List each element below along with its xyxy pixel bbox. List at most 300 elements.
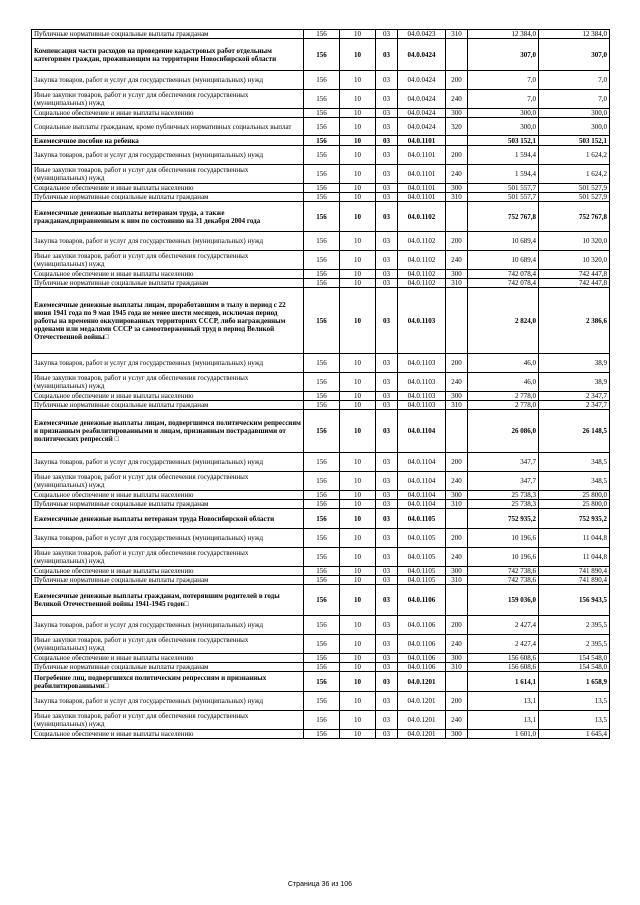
row-target-article-cell: 04.0.1103: [398, 354, 446, 373]
row-name-cell: Социальное обеспечение и иные выплаты населению: [32, 392, 304, 401]
row-target-article-cell: 04.0.1103: [398, 401, 446, 410]
row-section-cell: 10: [340, 146, 376, 165]
row-section-cell: 10: [340, 401, 376, 410]
row-section-cell: 10: [340, 202, 376, 232]
row-subsection-cell: 03: [376, 585, 398, 616]
row-subsection-cell: 03: [376, 672, 398, 692]
row-section-cell: 10: [340, 30, 376, 39]
row-amount-2-cell: 7,0: [539, 71, 610, 90]
row-name-cell: Иные закупки товаров, работ и услуг для обеспечения государственных (муниципальных) нужд: [32, 635, 304, 654]
row-grbs-cell: 156: [304, 672, 340, 692]
row-amount-2-cell: 11 044,8: [539, 529, 610, 548]
row-expense-type-cell: 300: [446, 270, 468, 279]
row-target-article-cell: 04.0.0424: [398, 109, 446, 118]
row-amount-1-cell: 1 594,4: [468, 146, 539, 165]
row-expense-type-cell: 310: [446, 576, 468, 585]
row-grbs-cell: 156: [304, 354, 340, 373]
row-subsection-cell: 03: [376, 288, 398, 354]
row-grbs-cell: 156: [304, 500, 340, 509]
row-subsection-cell: 03: [376, 635, 398, 654]
row-amount-1-cell: 159 036,0: [468, 585, 539, 616]
row-name-cell: Иные закупки товаров, работ и услуг для обеспечения государственных (муниципальных) нужд: [32, 251, 304, 270]
row-target-article-cell: 04.0.1103: [398, 288, 446, 354]
row-expense-type-cell: [446, 288, 468, 354]
table-row: [32, 288, 610, 354]
row-expense-type-cell: 240: [446, 711, 468, 730]
row-target-article-cell: 04.0.0423: [398, 30, 446, 39]
row-section-cell: 10: [340, 354, 376, 373]
row-target-article-cell: 04.0.1106: [398, 635, 446, 654]
row-expense-type-cell: 300: [446, 654, 468, 663]
row-amount-1-cell: 13,1: [468, 692, 539, 711]
row-expense-type-cell: 200: [446, 529, 468, 548]
row-section-cell: 10: [340, 730, 376, 739]
row-name-cell: Социальное обеспечение и иные выплаты населению: [32, 491, 304, 500]
row-section-cell: 10: [340, 500, 376, 509]
row-target-article-cell: 04.0.1101: [398, 193, 446, 202]
row-name-cell: Иные закупки товаров, работ и услуг для обеспечения государственных (муниципальных) нужд: [32, 472, 304, 491]
row-subsection-cell: 03: [376, 71, 398, 90]
row-name-cell: Социальное обеспечение и иные выплаты населению: [32, 109, 304, 118]
row-name-cell: Иные закупки товаров, работ и услуг для обеспечения государственных (муниципальных) нужд: [32, 548, 304, 567]
row-subsection-cell: 03: [376, 500, 398, 509]
row-subsection-cell: 03: [376, 202, 398, 232]
row-section-cell: 10: [340, 90, 376, 109]
row-grbs-cell: 156: [304, 576, 340, 585]
row-grbs-cell: 156: [304, 567, 340, 576]
row-expense-type-cell: [446, 410, 468, 453]
row-section-cell: 10: [340, 453, 376, 472]
table-row: [32, 654, 610, 663]
row-amount-1-cell: 7,0: [468, 90, 539, 109]
row-section-cell: 10: [340, 711, 376, 730]
row-target-article-cell: 04.0.1101: [398, 146, 446, 165]
table-row: [32, 529, 610, 548]
row-name-cell: Закупка товаров, работ и услуг для государственных (муниципальных) нужд: [32, 71, 304, 90]
table-row: [32, 136, 610, 146]
row-grbs-cell: 156: [304, 39, 340, 71]
row-amount-1-cell: 307,0: [468, 39, 539, 71]
row-grbs-cell: 156: [304, 401, 340, 410]
table-row: [32, 165, 610, 184]
row-subsection-cell: 03: [376, 136, 398, 146]
row-amount-2-cell: 12 384,0: [539, 30, 610, 39]
row-grbs-cell: 156: [304, 585, 340, 616]
row-expense-type-cell: 240: [446, 251, 468, 270]
row-amount-1-cell: 501 557,7: [468, 193, 539, 202]
row-expense-type-cell: [446, 509, 468, 529]
row-amount-2-cell: 156 943,5: [539, 585, 610, 616]
row-amount-1-cell: 300,0: [468, 118, 539, 136]
row-amount-2-cell: 503 152,1: [539, 136, 610, 146]
table-row: [32, 401, 610, 410]
row-amount-1-cell: 26 086,0: [468, 410, 539, 453]
row-amount-1-cell: 742 078,4: [468, 270, 539, 279]
row-amount-2-cell: 25 800,0: [539, 491, 610, 500]
row-target-article-cell: 04.0.1104: [398, 500, 446, 509]
row-expense-type-cell: 310: [446, 193, 468, 202]
row-amount-1-cell: 10 196,6: [468, 548, 539, 567]
row-target-article-cell: 04.0.1102: [398, 202, 446, 232]
row-expense-type-cell: 200: [446, 232, 468, 251]
row-subsection-cell: 03: [376, 165, 398, 184]
row-section-cell: 10: [340, 279, 376, 288]
row-subsection-cell: 03: [376, 576, 398, 585]
table-row: [32, 30, 610, 39]
table-row: [32, 184, 610, 193]
row-amount-2-cell: 13,5: [539, 692, 610, 711]
row-subsection-cell: 03: [376, 392, 398, 401]
row-amount-2-cell: 2 347,7: [539, 401, 610, 410]
row-target-article-cell: 04.0.1106: [398, 654, 446, 663]
row-amount-1-cell: 10 196,6: [468, 529, 539, 548]
row-subsection-cell: 03: [376, 654, 398, 663]
table-row: [32, 692, 610, 711]
row-target-article-cell: 04.0.1105: [398, 567, 446, 576]
row-expense-type-cell: 300: [446, 392, 468, 401]
row-amount-2-cell: 1 624,2: [539, 146, 610, 165]
row-amount-2-cell: 2 386,6: [539, 288, 610, 354]
row-target-article-cell: 04.0.1201: [398, 672, 446, 692]
row-amount-2-cell: 26 148,5: [539, 410, 610, 453]
row-section-cell: 10: [340, 585, 376, 616]
row-name-cell: Погребение лиц, подвергшихся политическим репрессиям и признанных реабилитированными□: [32, 672, 304, 692]
row-target-article-cell: 04.0.1103: [398, 392, 446, 401]
row-amount-1-cell: 2 778,0: [468, 392, 539, 401]
row-expense-type-cell: 300: [446, 567, 468, 576]
row-subsection-cell: 03: [376, 90, 398, 109]
table-body: [32, 30, 610, 739]
row-section-cell: 10: [340, 509, 376, 529]
table-row: [32, 270, 610, 279]
row-amount-2-cell: 154 548,0: [539, 654, 610, 663]
row-grbs-cell: 156: [304, 491, 340, 500]
table-row: [32, 616, 610, 635]
row-target-article-cell: 04.0.0424: [398, 90, 446, 109]
table-row: [32, 635, 610, 654]
row-subsection-cell: 03: [376, 30, 398, 39]
row-grbs-cell: 156: [304, 136, 340, 146]
row-amount-1-cell: 347,7: [468, 472, 539, 491]
row-subsection-cell: 03: [376, 279, 398, 288]
row-grbs-cell: 156: [304, 184, 340, 193]
row-subsection-cell: 03: [376, 509, 398, 529]
row-target-article-cell: 04.0.1102: [398, 232, 446, 251]
row-name-cell: Иные закупки товаров, работ и услуг для обеспечения государственных (муниципальных) нужд: [32, 711, 304, 730]
row-amount-2-cell: 300,0: [539, 118, 610, 136]
row-name-cell: Закупка товаров, работ и услуг для государственных (муниципальных) нужд: [32, 616, 304, 635]
row-subsection-cell: 03: [376, 491, 398, 500]
row-subsection-cell: 03: [376, 453, 398, 472]
row-grbs-cell: 156: [304, 472, 340, 491]
row-expense-type-cell: 240: [446, 472, 468, 491]
row-name-cell: Ежемесячные денежные выплаты ветеранам труда, а также гражданам,приравненным к ним по состоянию на 31 декабря 2004 года: [32, 202, 304, 232]
row-section-cell: 10: [340, 548, 376, 567]
row-amount-2-cell: 13,5: [539, 711, 610, 730]
row-expense-type-cell: 200: [446, 354, 468, 373]
table-row: [32, 567, 610, 576]
row-name-cell: Публичные нормативные социальные выплаты гражданам: [32, 576, 304, 585]
row-subsection-cell: 03: [376, 711, 398, 730]
row-amount-1-cell: 10 689,4: [468, 232, 539, 251]
row-subsection-cell: 03: [376, 270, 398, 279]
row-subsection-cell: 03: [376, 548, 398, 567]
row-section-cell: 10: [340, 491, 376, 500]
table-row: [32, 491, 610, 500]
table-row: [32, 232, 610, 251]
row-subsection-cell: 03: [376, 616, 398, 635]
row-grbs-cell: 156: [304, 453, 340, 472]
row-expense-type-cell: 200: [446, 692, 468, 711]
row-target-article-cell: 04.0.1104: [398, 472, 446, 491]
row-name-cell: Социальное обеспечение и иные выплаты населению: [32, 654, 304, 663]
row-name-cell: Ежемесячные денежные выплаты ветеранам труда Новосибирской области: [32, 509, 304, 529]
row-section-cell: 10: [340, 392, 376, 401]
row-grbs-cell: 156: [304, 279, 340, 288]
row-expense-type-cell: 200: [446, 453, 468, 472]
row-name-cell: Закупка товаров, работ и услуг для государственных (муниципальных) нужд: [32, 453, 304, 472]
row-section-cell: 10: [340, 472, 376, 491]
table-row: [32, 585, 610, 616]
row-expense-type-cell: 310: [446, 663, 468, 672]
row-grbs-cell: 156: [304, 30, 340, 39]
row-amount-2-cell: 742 447,8: [539, 279, 610, 288]
row-subsection-cell: 03: [376, 472, 398, 491]
row-amount-1-cell: 347,7: [468, 453, 539, 472]
row-subsection-cell: 03: [376, 39, 398, 71]
table-row: [32, 146, 610, 165]
row-target-article-cell: 04.0.1101: [398, 136, 446, 146]
row-expense-type-cell: 310: [446, 500, 468, 509]
row-grbs-cell: 156: [304, 118, 340, 136]
row-amount-2-cell: 2 347,7: [539, 392, 610, 401]
row-name-cell: Социальное обеспечение и иные выплаты населению: [32, 567, 304, 576]
row-grbs-cell: 156: [304, 232, 340, 251]
row-expense-type-cell: 300: [446, 491, 468, 500]
row-expense-type-cell: 310: [446, 279, 468, 288]
row-grbs-cell: 156: [304, 509, 340, 529]
row-section-cell: 10: [340, 692, 376, 711]
table-row: [32, 354, 610, 373]
row-section-cell: 10: [340, 373, 376, 392]
row-amount-1-cell: 156 608,6: [468, 654, 539, 663]
row-target-article-cell: 04.0.1104: [398, 453, 446, 472]
row-section-cell: 10: [340, 165, 376, 184]
table-row: [32, 672, 610, 692]
row-target-article-cell: 04.0.1101: [398, 184, 446, 193]
row-name-cell: Публичные нормативные социальные выплаты гражданам: [32, 401, 304, 410]
row-subsection-cell: 03: [376, 232, 398, 251]
row-name-cell: Закупка товаров, работ и услуг для государственных (муниципальных) нужд: [32, 146, 304, 165]
row-target-article-cell: 04.0.1201: [398, 692, 446, 711]
row-amount-2-cell: 7,0: [539, 90, 610, 109]
row-section-cell: 10: [340, 654, 376, 663]
row-section-cell: 10: [340, 270, 376, 279]
row-target-article-cell: 04.0.0424: [398, 118, 446, 136]
row-target-article-cell: 04.0.1201: [398, 730, 446, 739]
row-grbs-cell: 156: [304, 548, 340, 567]
row-subsection-cell: 03: [376, 730, 398, 739]
row-name-cell: Закупка товаров, работ и услуг для государственных (муниципальных) нужд: [32, 232, 304, 251]
row-amount-1-cell: 752 935,2: [468, 509, 539, 529]
row-grbs-cell: 156: [304, 711, 340, 730]
row-amount-2-cell: 38,9: [539, 373, 610, 392]
table-row: [32, 730, 610, 739]
row-expense-type-cell: 300: [446, 730, 468, 739]
row-grbs-cell: 156: [304, 654, 340, 663]
table-row: [32, 453, 610, 472]
row-grbs-cell: 156: [304, 392, 340, 401]
row-amount-2-cell: 2 395,5: [539, 616, 610, 635]
row-grbs-cell: 156: [304, 193, 340, 202]
table-row: [32, 90, 610, 109]
row-expense-type-cell: [446, 136, 468, 146]
row-grbs-cell: 156: [304, 71, 340, 90]
row-name-cell: Публичные нормативные социальные выплаты гражданам: [32, 279, 304, 288]
row-section-cell: 10: [340, 251, 376, 270]
row-subsection-cell: 03: [376, 529, 398, 548]
row-target-article-cell: 04.0.1105: [398, 548, 446, 567]
row-target-article-cell: 04.0.1201: [398, 711, 446, 730]
row-target-article-cell: 04.0.1102: [398, 251, 446, 270]
row-amount-1-cell: 1 594,4: [468, 165, 539, 184]
row-name-cell: Иные закупки товаров, работ и услуг для обеспечения государственных (муниципальных) нужд: [32, 165, 304, 184]
row-amount-1-cell: 503 152,1: [468, 136, 539, 146]
row-section-cell: 10: [340, 39, 376, 71]
row-target-article-cell: 04.0.1105: [398, 509, 446, 529]
row-target-article-cell: 04.0.1102: [398, 279, 446, 288]
row-grbs-cell: 156: [304, 109, 340, 118]
row-name-cell: Социальное обеспечение и иные выплаты населению: [32, 270, 304, 279]
row-section-cell: 10: [340, 672, 376, 692]
row-grbs-cell: 156: [304, 616, 340, 635]
row-name-cell: Публичные нормативные социальные выплаты гражданам: [32, 500, 304, 509]
row-expense-type-cell: 300: [446, 109, 468, 118]
row-section-cell: 10: [340, 136, 376, 146]
row-target-article-cell: 04.0.1103: [398, 373, 446, 392]
row-grbs-cell: 156: [304, 410, 340, 453]
row-target-article-cell: 04.0.1105: [398, 529, 446, 548]
row-grbs-cell: 156: [304, 373, 340, 392]
row-section-cell: 10: [340, 109, 376, 118]
table-row: [32, 193, 610, 202]
table-row: [32, 392, 610, 401]
row-name-cell: Публичные нормативные социальные выплаты гражданам: [32, 663, 304, 672]
row-amount-2-cell: 742 447,8: [539, 270, 610, 279]
page-footer: Страница 36 из 106: [287, 881, 353, 888]
row-section-cell: 10: [340, 232, 376, 251]
row-amount-1-cell: 2 824,0: [468, 288, 539, 354]
row-amount-2-cell: 501 527,9: [539, 193, 610, 202]
row-subsection-cell: 03: [376, 373, 398, 392]
row-name-cell: Публичные нормативные социальные выплаты гражданам: [32, 193, 304, 202]
row-grbs-cell: 156: [304, 529, 340, 548]
row-grbs-cell: 156: [304, 288, 340, 354]
table-row: [32, 109, 610, 118]
row-amount-2-cell: 2 395,5: [539, 635, 610, 654]
row-amount-1-cell: 10 689,4: [468, 251, 539, 270]
row-section-cell: 10: [340, 567, 376, 576]
row-expense-type-cell: 240: [446, 373, 468, 392]
row-name-cell: Закупка товаров, работ и услуг для государственных (муниципальных) нужд: [32, 354, 304, 373]
table-row: [32, 663, 610, 672]
row-target-article-cell: 04.0.1102: [398, 270, 446, 279]
row-amount-1-cell: 25 738,3: [468, 500, 539, 509]
row-target-article-cell: 04.0.1104: [398, 410, 446, 453]
row-subsection-cell: 03: [376, 692, 398, 711]
row-subsection-cell: 03: [376, 663, 398, 672]
row-grbs-cell: 156: [304, 730, 340, 739]
row-amount-2-cell: 752 767,8: [539, 202, 610, 232]
budget-table: [31, 29, 610, 739]
row-name-cell: Социальное обеспечение и иные выплаты населению: [32, 730, 304, 739]
row-amount-2-cell: 741 890,4: [539, 567, 610, 576]
row-name-cell: Компенсация части расходов на проведение кадастровых работ отдельным категориям граждан, проживающим на территории Новосибирской области: [32, 39, 304, 71]
table-row: [32, 251, 610, 270]
row-section-cell: 10: [340, 410, 376, 453]
row-amount-1-cell: 742 738,6: [468, 576, 539, 585]
row-expense-type-cell: 200: [446, 71, 468, 90]
row-subsection-cell: 03: [376, 193, 398, 202]
row-expense-type-cell: [446, 585, 468, 616]
row-expense-type-cell: [446, 202, 468, 232]
row-expense-type-cell: 240: [446, 548, 468, 567]
table-row: [32, 279, 610, 288]
row-amount-2-cell: 38,9: [539, 354, 610, 373]
row-name-cell: Ежемесячные денежные выплаты лицам, проработавшим в тылу в период с 22 июня 1941 года по 9 мая 1945 года не менее шести месяцев, исключая период работы на временно оккупированных территориях СССР, либо награжденным орденами или медалями СССР за самоотверженный труд в период Великой Отечественной войны□: [32, 288, 304, 354]
row-expense-type-cell: 310: [446, 401, 468, 410]
row-amount-1-cell: 46,0: [468, 373, 539, 392]
row-amount-1-cell: 12 384,0: [468, 30, 539, 39]
row-name-cell: Социальное обеспечение и иные выплаты населению: [32, 184, 304, 193]
row-name-cell: Закупка товаров, работ и услуг для государственных (муниципальных) нужд: [32, 692, 304, 711]
row-section-cell: 10: [340, 635, 376, 654]
row-section-cell: 10: [340, 184, 376, 193]
table-row: [32, 202, 610, 232]
row-amount-1-cell: 156 608,6: [468, 663, 539, 672]
row-target-article-cell: 04.0.1105: [398, 576, 446, 585]
table-row: [32, 500, 610, 509]
row-target-article-cell: 04.0.0424: [398, 71, 446, 90]
row-amount-2-cell: 10 320,0: [539, 232, 610, 251]
row-section-cell: 10: [340, 616, 376, 635]
row-name-cell: Иные закупки товаров, работ и услуг для обеспечения государственных (муниципальных) нужд: [32, 90, 304, 109]
row-subsection-cell: 03: [376, 354, 398, 373]
row-grbs-cell: 156: [304, 146, 340, 165]
row-amount-1-cell: 7,0: [468, 71, 539, 90]
row-target-article-cell: 04.0.1101: [398, 165, 446, 184]
row-subsection-cell: 03: [376, 118, 398, 136]
row-expense-type-cell: 200: [446, 616, 468, 635]
row-amount-2-cell: 752 935,2: [539, 509, 610, 529]
row-amount-2-cell: 10 320,0: [539, 251, 610, 270]
row-amount-1-cell: 752 767,8: [468, 202, 539, 232]
row-target-article-cell: 04.0.0424: [398, 39, 446, 71]
row-expense-type-cell: 240: [446, 635, 468, 654]
row-expense-type-cell: [446, 39, 468, 71]
row-amount-2-cell: 1 658,9: [539, 672, 610, 692]
row-expense-type-cell: 300: [446, 184, 468, 193]
row-expense-type-cell: 310: [446, 30, 468, 39]
row-amount-2-cell: 1 645,4: [539, 730, 610, 739]
row-name-cell: Ежемесячные денежные выплаты лицам, подвергшимся политическим репрессиям и признанным реабилитированными и лицам, признанным пострадавшими от политических репрессий □: [32, 410, 304, 453]
row-amount-1-cell: 2 778,0: [468, 401, 539, 410]
row-amount-1-cell: 2 427,4: [468, 616, 539, 635]
table-row: [32, 548, 610, 567]
row-name-cell: Иные закупки товаров, работ и услуг для обеспечения государственных (муниципальных) нужд: [32, 373, 304, 392]
table-row: [32, 373, 610, 392]
row-amount-2-cell: 307,0: [539, 39, 610, 71]
